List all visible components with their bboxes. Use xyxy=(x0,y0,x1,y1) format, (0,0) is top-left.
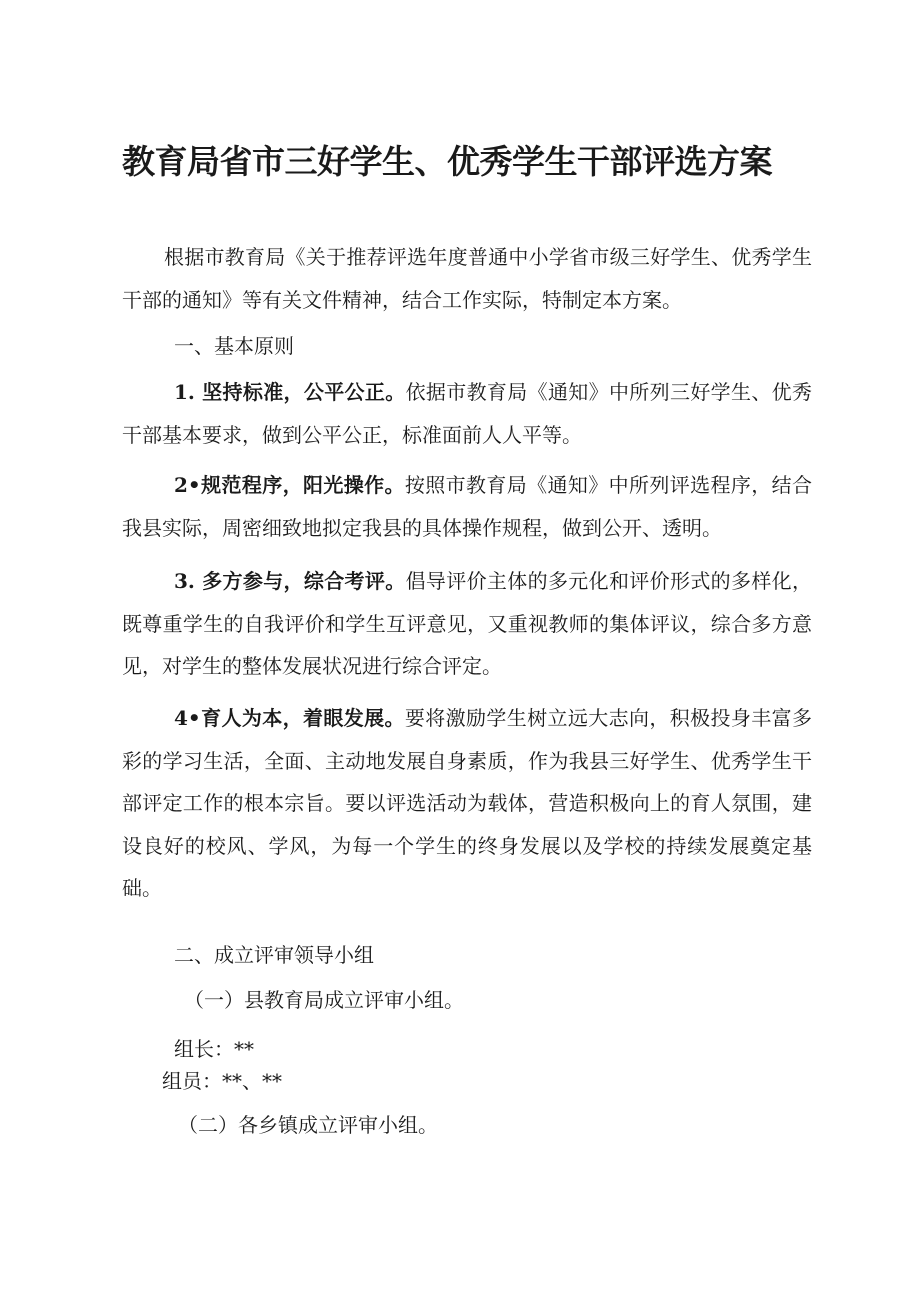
document-title: 教育局省市三好学生、优秀学生干部评选方案 xyxy=(122,142,772,181)
principle-item-4 xyxy=(122,697,812,910)
committee-members: 组员：**、** xyxy=(162,1069,282,1093)
principle-lead: 3. 多方参与，综合考评。 xyxy=(174,569,406,593)
intro-paragraph: 根据市教育局《关于推荐评选年度普通中小学省市级三好学生、优秀学生干部的通知》等有关文件精神，结合工作实际，特制定本方案。 xyxy=(122,245,812,312)
section-heading-principles: 一、基本原则 xyxy=(174,334,294,358)
principle-lead: 4•育人为本，着眼发展。 xyxy=(174,706,405,730)
principle-body: 要将激励学生树立远大志向，积极投身丰富多彩的学习生活，全面、主动地发展自身素质，作为我县三好学生、优秀学生干部评定工作的根本宗旨。要以评选活动为载体，营造积极向上的育人氛围，建设良好的校风、学风，为每一个学生的终身发展以及学校的持续发展奠定基础。 xyxy=(122,706,812,900)
principle-item-1 xyxy=(122,371,812,456)
principle-body: 按照市教育局《通知》中所列评选程序，结合我县实际，周密细致地拟定我县的具体操作规程，做到公开、透明。 xyxy=(122,473,812,540)
principle-item-3 xyxy=(122,560,812,688)
subsection-township-committee: （二）各乡镇成立评审小组。 xyxy=(178,1113,438,1137)
principle-body: 依据市教育局《通知》中所列三好学生、优秀干部基本要求，做到公平公正，标准面前人人平等。 xyxy=(122,380,813,447)
section-heading-committee: 二、成立评审领导小组 xyxy=(174,943,374,967)
principle-item-2 xyxy=(122,464,812,549)
principle-lead: 2•规范程序，阳光操作。 xyxy=(174,473,405,497)
principle-lead: 1. 坚持标准，公平公正。 xyxy=(174,380,406,404)
subsection-county-committee: （一）县教育局成立评审小组。 xyxy=(184,988,464,1012)
principle-body: 倡导评价主体的多元化和评价形式的多样化，既尊重学生的自我评价和学生互评意见，又重视教师的集体评议，综合多方意见，对学生的整体发展状况进行综合评定。 xyxy=(122,569,813,678)
committee-leader: 组长：** xyxy=(174,1037,254,1061)
